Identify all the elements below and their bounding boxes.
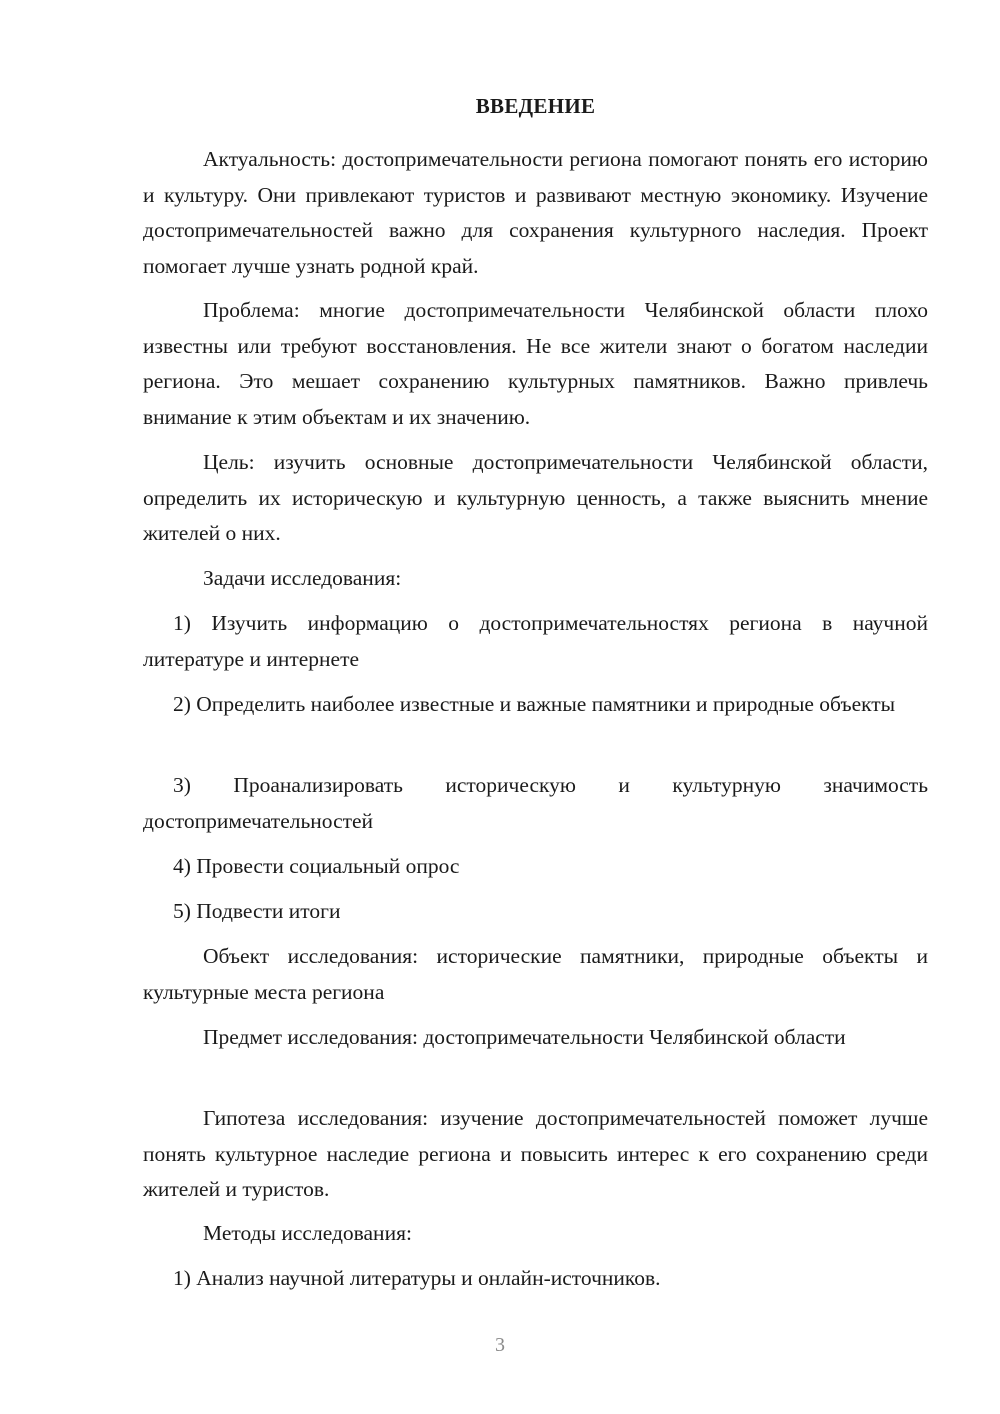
list-item-task-2: 2) Определить наиболее известные и важные памятники и природные объекты — [173, 692, 896, 716]
paragraph-relevance: Актуальность: достопримечательности региона помогают понять его историю и культуру. Они привлекают туристов и развивают местную экономику. Изучение достопримечательностей важно для сохранения культурного наследия. Проект помогает лучше узнать родной край. — [143, 147, 928, 279]
section-heading: ВВЕДЕНИЕ — [475, 94, 596, 118]
paragraph-goal: Цель: изучить основные достопримечательности Челябинской области, определить их историческую и культурную ценность, а также выяснить мнение жителей о них. — [143, 450, 928, 546]
list-item-task-5: 5) Подвести итоги — [173, 899, 341, 923]
paragraph-object: Объект исследования: исторические памятники, природные объекты и культурные места региона — [143, 944, 928, 1004]
paragraph-methods-title: Методы исследования: — [203, 1221, 412, 1245]
list-item-task-1: 1) Изучить информацию о достопримечательностях региона в научной литературе и интернете — [143, 611, 928, 671]
paragraph-hypothesis: Гипотеза исследования: изучение достопримечательностей поможет лучше понять культурное наследие региона и повысить интерес к его сохранению среди жителей и туристов. — [143, 1106, 928, 1202]
list-item-task-4: 4) Провести социальный опрос — [173, 854, 460, 878]
list-item-task-3: 3) Проанализировать историческую и культурную значимость достопримечательностей — [143, 773, 928, 833]
page-number: 3 — [495, 1334, 505, 1356]
paragraph-problem: Проблема: многие достопримечательности Челябинской области плохо известны или требуют восстановления. Не все жители знают о богатом наследии региона. Это мешает сохранению культурных памятников. Важно привлечь внимание к этим объектам и их значению. — [143, 298, 928, 430]
paragraph-tasks-title: Задачи исследования: — [203, 566, 402, 590]
paragraph-subject: Предмет исследования: достопримечательности Челябинской области — [203, 1025, 846, 1049]
list-item-method-1: 1) Анализ научной литературы и онлайн-источников. — [173, 1266, 661, 1290]
